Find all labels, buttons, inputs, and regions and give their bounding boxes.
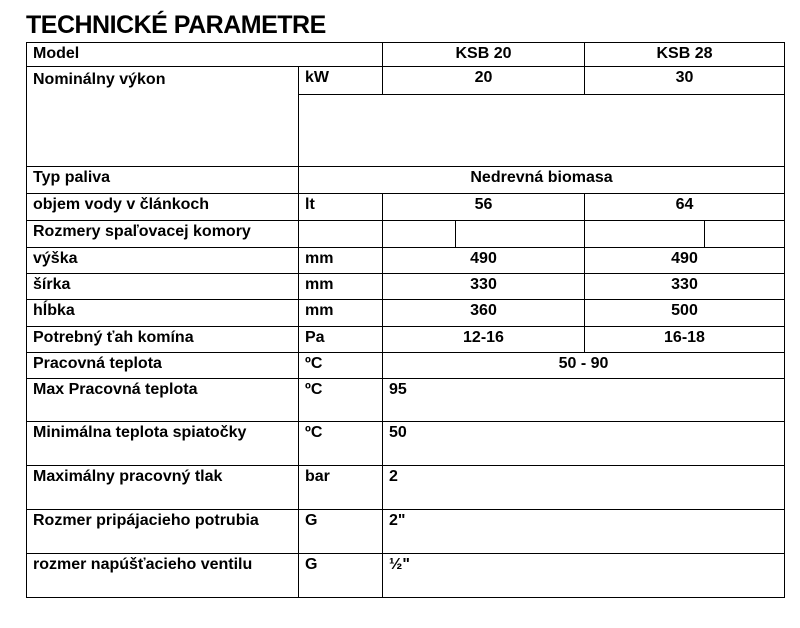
max-pressure-value: 2	[383, 466, 785, 510]
valve-value: ½"	[383, 554, 785, 598]
water-label: objem vody v článkoch	[27, 194, 299, 221]
max-pressure-unit: bar	[299, 466, 383, 510]
height-value-ksb20: 490	[383, 248, 585, 274]
table-row-width	[27, 274, 785, 300]
chamber-unit-cell	[299, 221, 383, 248]
draft-value-ksb20: 12-16	[383, 327, 585, 353]
chamber-cell-4	[705, 221, 785, 248]
temp-label: Pracovná teplota	[27, 353, 299, 379]
table-row-pipe	[27, 510, 785, 554]
chamber-label: Rozmery spaľovacej komory	[27, 221, 299, 248]
table-row-max-pressure	[27, 466, 785, 510]
model-ksb20: KSB 20	[383, 43, 585, 67]
min-return-label: Minimálna teplota spiatočky	[27, 422, 299, 466]
height-value-ksb28: 490	[585, 248, 785, 274]
width-value-ksb20: 330	[383, 274, 585, 300]
table-row-valve	[27, 554, 785, 598]
table-row-temp	[27, 353, 785, 379]
depth-label: hĺbka	[27, 300, 299, 327]
depth-value-ksb20: 360	[383, 300, 585, 327]
blank-cell	[299, 95, 785, 167]
max-temp-label: Max Pracovná teplota	[27, 379, 299, 422]
fuel-value: Nedrevná biomasa	[299, 167, 785, 194]
temp-unit: ºC	[299, 353, 383, 379]
page-title: TECHNICKÉ PARAMETRE	[26, 11, 326, 39]
table-row-height	[27, 248, 785, 274]
valve-unit: G	[299, 554, 383, 598]
depth-value-ksb28: 500	[585, 300, 785, 327]
chamber-cell-1	[383, 221, 456, 248]
table-row-draft	[27, 327, 785, 353]
water-value-ksb28: 64	[585, 194, 785, 221]
height-unit: mm	[299, 248, 383, 274]
draft-label: Potrebný ťah komína	[27, 327, 299, 353]
table-row-water	[27, 194, 785, 221]
power-value-ksb28: 30	[585, 67, 785, 95]
draft-value-ksb28: 16-18	[585, 327, 785, 353]
max-temp-value: 95	[383, 379, 785, 422]
model-label: Model	[27, 43, 383, 67]
min-return-unit: ºC	[299, 422, 383, 466]
table-row-min-return	[27, 422, 785, 466]
draft-unit: Pa	[299, 327, 383, 353]
table-row-power	[27, 67, 785, 95]
width-value-ksb28: 330	[585, 274, 785, 300]
pipe-label: Rozmer pripájacieho potrubia	[27, 510, 299, 554]
table-row-max-temp	[27, 379, 785, 422]
model-ksb28: KSB 28	[585, 43, 785, 67]
width-unit: mm	[299, 274, 383, 300]
pipe-value: 2"	[383, 510, 785, 554]
technical-parameters-table	[26, 42, 785, 598]
fuel-label: Typ paliva	[27, 167, 299, 194]
max-pressure-label: Maximálny pracovný tlak	[27, 466, 299, 510]
height-label: výška	[27, 248, 299, 274]
table-row-chamber	[27, 221, 785, 248]
pipe-unit: G	[299, 510, 383, 554]
table-row-fuel	[27, 167, 785, 194]
temp-value: 50 - 90	[383, 353, 785, 379]
table-row-depth	[27, 300, 785, 327]
chamber-cell-2	[456, 221, 585, 248]
max-temp-unit: ºC	[299, 379, 383, 422]
valve-label: rozmer napúšťacieho ventilu	[27, 554, 299, 598]
table-row-model	[27, 43, 785, 67]
power-value-ksb20: 20	[383, 67, 585, 95]
chamber-cell-3	[585, 221, 705, 248]
water-value-ksb20: 56	[383, 194, 585, 221]
power-label: Nominálny výkon	[27, 67, 299, 167]
depth-unit: mm	[299, 300, 383, 327]
water-unit: lt	[299, 194, 383, 221]
power-unit: kW	[299, 67, 383, 95]
width-label: šírka	[27, 274, 299, 300]
min-return-value: 50	[383, 422, 785, 466]
